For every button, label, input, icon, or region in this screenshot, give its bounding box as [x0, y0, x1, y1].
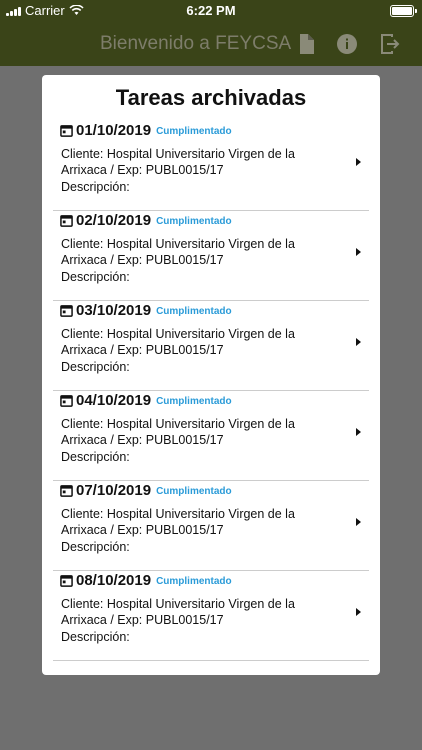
info-icon[interactable] — [335, 32, 359, 56]
chevron-right-icon[interactable] — [356, 518, 361, 526]
task-description: Descripción: — [61, 180, 130, 194]
chevron-right-icon[interactable] — [356, 428, 361, 436]
task-status: Cumplimentado — [156, 576, 232, 587]
task-status: Cumplimentado — [156, 396, 232, 407]
task-item[interactable] — [53, 301, 369, 391]
task-status: Cumplimentado — [156, 306, 232, 317]
task-date: 03/10/2019 — [76, 302, 152, 319]
calendar-icon — [60, 394, 73, 407]
task-description: Descripción: — [61, 630, 130, 644]
battery-icon — [390, 5, 414, 17]
task-status: Cumplimentado — [156, 216, 232, 227]
task-item[interactable] — [53, 391, 369, 481]
task-client: Cliente: Hospital Universitario Virgen de la Arrixaca / Exp: PUBL0015/17 — [61, 417, 295, 447]
task-description: Descripción: — [61, 540, 130, 554]
chevron-right-icon[interactable] — [356, 338, 361, 346]
task-item[interactable] — [53, 481, 369, 571]
task-client: Cliente: Hospital Universitario Virgen de la Arrixaca / Exp: PUBL0015/17 — [61, 507, 295, 537]
calendar-icon — [60, 304, 73, 317]
calendar-icon — [60, 214, 73, 227]
modal-title: Tareas archivadas — [115, 85, 307, 110]
task-status: Cumplimentado — [156, 486, 232, 497]
task-date: 07/10/2019 — [76, 482, 152, 499]
task-description: Descripción: — [61, 450, 130, 464]
task-client: Cliente: Hospital Universitario Virgen de la Arrixaca / Exp: PUBL0015/17 — [61, 147, 295, 177]
task-date: 01/10/2019 — [76, 122, 152, 139]
carrier-label: Carrier — [25, 3, 65, 18]
task-client: Cliente: Hospital Universitario Virgen de la Arrixaca / Exp: PUBL0015/17 — [61, 597, 295, 627]
chevron-right-icon[interactable] — [356, 158, 361, 166]
calendar-icon — [60, 484, 73, 497]
app-header — [0, 22, 422, 66]
task-item[interactable] — [53, 571, 369, 661]
task-date: 04/10/2019 — [76, 392, 152, 409]
task-item[interactable] — [53, 121, 369, 211]
status-time: 6:22 PM — [186, 3, 236, 18]
task-item[interactable] — [53, 211, 369, 301]
chevron-right-icon[interactable] — [356, 608, 361, 616]
task-description: Descripción: — [61, 360, 130, 374]
status-bar — [0, 0, 422, 22]
task-status: Cumplimentado — [156, 126, 232, 137]
task-date: 08/10/2019 — [76, 572, 152, 589]
app-title: Bienvenido a FEYCSA — [100, 33, 292, 54]
logout-icon[interactable] — [378, 32, 402, 56]
calendar-icon — [60, 574, 73, 587]
task-date: 02/10/2019 — [76, 212, 152, 229]
task-client: Cliente: Hospital Universitario Virgen de la Arrixaca / Exp: PUBL0015/17 — [61, 237, 295, 267]
task-client: Cliente: Hospital Universitario Virgen de la Arrixaca / Exp: PUBL0015/17 — [61, 327, 295, 357]
task-list — [53, 121, 369, 661]
document-icon[interactable] — [294, 32, 318, 56]
chevron-right-icon[interactable] — [356, 248, 361, 256]
archived-tasks-modal — [42, 75, 380, 675]
calendar-icon — [60, 124, 73, 137]
task-description: Descripción: — [61, 270, 130, 284]
